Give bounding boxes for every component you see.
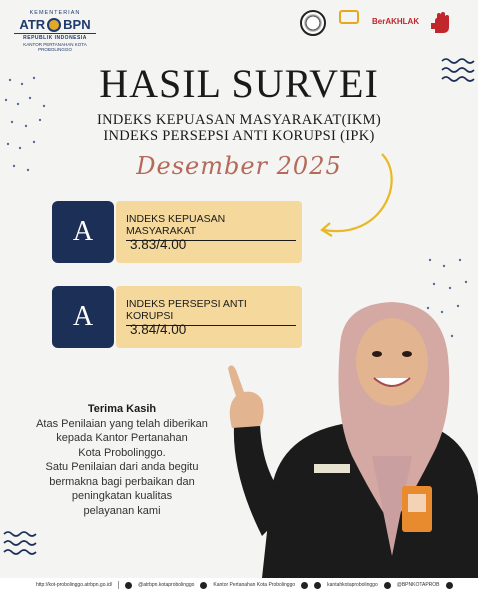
thank-you-line: Kota Probolinggo. [78,446,166,459]
thank-you-line: pelayanan kami [83,504,161,517]
thank-you-message [22,402,222,518]
footer-facebook[interactable]: Kantor Pertanahan Kota Probolinggo [213,582,296,588]
thank-you-line: bermakna bagi perbaikan dan [49,475,195,488]
footer-instagram[interactable]: @atrbpn.kotaprobolinggo [138,582,195,588]
result-label: INDEKS KEPUASAN MASYARAKAT [126,213,296,241]
youtube-icon [314,582,321,589]
thank-you-line: peningkatan kualitas [71,490,173,502]
berakhlak-text: BerAKHLAK [372,16,420,26]
thank-you-heading: Terima Kasih [87,403,157,415]
logo-bpn-text: BPN [63,17,91,32]
footer-bar [0,578,489,592]
thank-you-line: Atas Penilaian yang telah diberikan [36,417,208,430]
thank-you-line: Satu Penilaian dari anda begitu [45,461,199,473]
globe-icon [384,582,391,589]
logo-kantor-text: KANTOR PERTANAHAN KOTA PROBOLINGGO [23,42,87,52]
camera-logo-icon [336,10,362,36]
logo-wordmark [14,17,96,32]
result-card-ikm [52,201,302,263]
atr-bpn-logo [14,10,96,52]
logo-kementerian-text: KEMENTERIAN [29,10,81,16]
anti-corruption-hand-icon [429,11,451,35]
page-title: HASIL SURVEI [99,61,379,106]
logo-atr-text: ATR [19,17,46,32]
footer-divider [118,581,119,589]
footer-website[interactable]: http://kot-probolinggo.atrbpn.go.id/ [36,582,113,588]
footer-tiktok[interactable]: kantahkotaprobolinggo [327,582,378,588]
staff-photo [222,296,478,578]
result-label: INDEKS PERSEPSI ANTI KORUPSI [126,298,296,326]
twitter-icon [446,582,453,589]
period-label: Desember 2025 [136,152,342,180]
berakhlak-logo [372,17,419,30]
tiktok-icon [200,582,207,589]
emblem-icon [300,10,326,36]
partner-logos [300,10,451,36]
wave-decoration [2,528,40,558]
result-score: 3.84/4.00 [130,322,187,337]
result-panel [116,201,302,263]
result-score: 3.83/4.00 [130,237,187,252]
facebook-icon [301,582,308,589]
grade-badge: A [52,286,114,348]
globe-icon [47,18,61,32]
logo-republik-text: REPUBLIK INDONESIA [14,33,96,41]
thank-you-line: kepada Kantor Pertanahan [56,432,188,444]
footer-twitter[interactable]: @BPNKOTAPROB [396,582,440,588]
subtitle-ikm: INDEKS KEPUASAN MASYARAKAT(IKM) [96,112,381,128]
subtitle-ipk: INDEKS PERSEPSI ANTI KORUPSI (IPK) [103,128,375,144]
curved-arrow-icon [312,150,402,245]
grade-badge: A [52,201,114,263]
instagram-icon [125,582,132,589]
